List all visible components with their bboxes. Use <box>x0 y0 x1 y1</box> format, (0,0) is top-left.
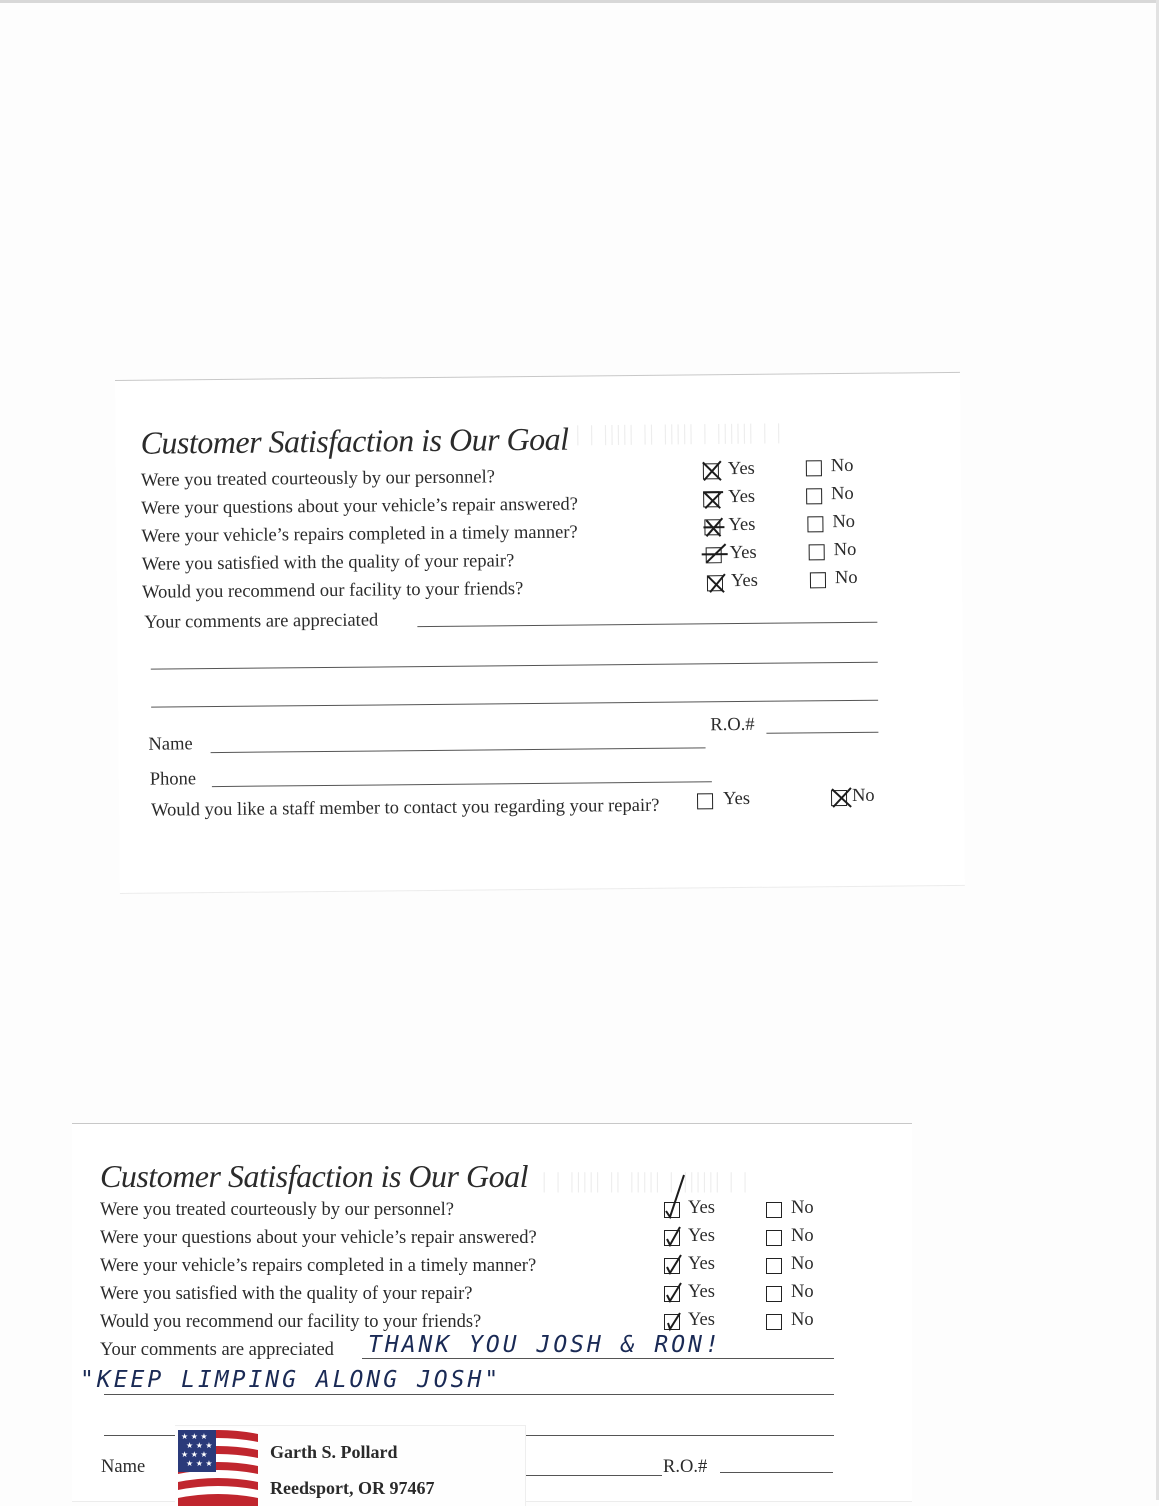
x-mark-icon <box>702 514 726 540</box>
question-quality: Were you satisfied with the quality of your repair? <box>100 1284 473 1304</box>
contact-yes-checkbox[interactable] <box>697 793 713 809</box>
yes-checkbox-q4[interactable] <box>664 1286 680 1302</box>
no-checkbox-q1[interactable] <box>806 460 822 476</box>
no-label-q3: No <box>791 1254 814 1274</box>
yes-label-q3: Yes <box>688 1254 715 1274</box>
no-label-q2: No <box>791 1226 814 1246</box>
x-mark-icon <box>701 486 725 512</box>
no-checkbox-q3[interactable] <box>807 516 823 532</box>
yes-checkbox-q1[interactable] <box>664 1202 680 1218</box>
yes-checkbox-q5[interactable] <box>664 1314 680 1330</box>
x-mark-icon <box>701 458 725 484</box>
comments-line-2[interactable] <box>104 1394 834 1395</box>
name-line[interactable] <box>525 1475 662 1476</box>
no-checkbox-q3[interactable] <box>766 1258 782 1274</box>
question-timely: Were your vehicle’s repairs completed in a timely manner? <box>100 1256 537 1276</box>
card-title: Customer Satisfaction is Our Goal <box>140 420 569 461</box>
yes-checkbox-q2[interactable] <box>703 491 719 507</box>
comments-line-3[interactable] <box>151 700 878 708</box>
yes-label-q4: Yes <box>688 1282 715 1302</box>
question-quality: Were you satisfied with the quality of your repair? <box>141 551 515 575</box>
question-answered: Were your questions about your vehicle’s repair answered? <box>141 494 579 519</box>
no-checkbox-q5[interactable] <box>810 572 826 588</box>
svg-text:★ ★ ★: ★ ★ ★ <box>181 1450 208 1459</box>
check-mark-icon <box>662 1197 686 1223</box>
no-label-q5: No <box>834 567 858 589</box>
ro-line[interactable] <box>766 732 878 734</box>
comments-line-2[interactable] <box>151 662 878 670</box>
sticker-name: Garth S. Pollard <box>270 1442 398 1462</box>
yes-label-q2: Yes <box>728 486 756 508</box>
comments-label: Your comments are appreciated <box>144 610 379 633</box>
comments-label: Your comments are appreciated <box>100 1340 334 1360</box>
comments-line-1[interactable] <box>362 1358 834 1359</box>
svg-text:★ ★ ★: ★ ★ ★ <box>181 1432 208 1441</box>
no-checkbox-q4[interactable] <box>766 1286 782 1302</box>
no-label-q2: No <box>831 483 854 505</box>
ro-line[interactable] <box>720 1472 833 1473</box>
x-mark-icon <box>705 570 729 596</box>
yes-label-q5: Yes <box>688 1310 715 1330</box>
yes-label-q4: Yes <box>729 542 757 564</box>
no-label-q5: No <box>791 1310 814 1330</box>
barcode-bleed: | | ||||| || ||||| | |||||| | | <box>575 418 783 446</box>
yes-label-q1: Yes <box>688 1198 715 1218</box>
name-label: Name <box>148 734 193 755</box>
yes-checkbox-q3[interactable] <box>664 1258 680 1274</box>
check-mark-icon <box>704 542 728 568</box>
contact-no-checkbox[interactable] <box>831 790 847 806</box>
no-label-q1: No <box>830 455 854 477</box>
question-recommend: Would you recommend our facility to your friends? <box>100 1312 482 1332</box>
yes-checkbox-q3[interactable] <box>704 519 720 535</box>
address-label-sticker <box>175 1425 526 1506</box>
survey-card-1 <box>115 372 965 894</box>
sticker-city: Reedsport, OR 97467 <box>270 1478 435 1498</box>
ro-label: R.O.# <box>710 714 755 736</box>
no-label-q4: No <box>791 1282 814 1302</box>
x-mark-icon <box>829 785 853 811</box>
yes-label-q3: Yes <box>728 514 756 536</box>
handwritten-comment-1: THANK YOU JOSH & RON! <box>368 1332 722 1358</box>
phone-label: Phone <box>149 769 197 790</box>
ro-label: R.O.# <box>663 1457 708 1477</box>
barcode-bleed: | | ||||| || ||||| | |||||| | | <box>542 1168 750 1193</box>
contact-no-label: No <box>851 785 875 806</box>
question-courteous: Were you treated courteously by our personnel? <box>100 1200 454 1220</box>
name-label: Name <box>101 1457 146 1477</box>
no-checkbox-q5[interactable] <box>766 1314 782 1330</box>
question-timely: Were your vehicle’s repairs completed in a timely manner? <box>141 522 578 547</box>
phone-line[interactable] <box>212 781 712 787</box>
handwritten-comment-2: "KEEP LIMPING ALONG JOSH" <box>80 1367 502 1393</box>
yes-checkbox-q5[interactable] <box>707 575 723 591</box>
name-line[interactable] <box>211 747 706 753</box>
question-courteous: Were you treated courteously by our personnel? <box>140 467 496 491</box>
yes-label-q2: Yes <box>688 1226 715 1246</box>
page-edge <box>0 0 1159 3</box>
check-mark-icon <box>662 1225 686 1251</box>
question-answered: Were your questions about your vehicle’s repair answered? <box>100 1228 537 1248</box>
no-checkbox-q2[interactable] <box>806 488 822 504</box>
american-flag-icon <box>178 1428 258 1506</box>
no-label-q3: No <box>832 511 856 533</box>
no-checkbox-q4[interactable] <box>809 544 825 560</box>
contact-question: Would you like a staff member to contact you regarding your repair? <box>151 795 660 821</box>
svg-text:★ ★ ★: ★ ★ ★ <box>186 1441 213 1450</box>
yes-label-q5: Yes <box>730 570 758 592</box>
yes-checkbox-q2[interactable] <box>664 1230 680 1246</box>
yes-label-q1: Yes <box>727 458 755 480</box>
question-recommend: Would you recommend our facility to your friends? <box>141 579 524 603</box>
card-title: Customer Satisfaction is Our Goal <box>100 1158 528 1194</box>
no-label-q1: No <box>791 1198 814 1218</box>
contact-yes-label: Yes <box>722 788 751 810</box>
yes-checkbox-q4[interactable] <box>706 547 722 563</box>
no-checkbox-q1[interactable] <box>766 1202 782 1218</box>
check-mark-icon <box>662 1281 686 1307</box>
yes-checkbox-q1[interactable] <box>703 463 719 479</box>
no-checkbox-q2[interactable] <box>766 1230 782 1246</box>
comments-line-1[interactable] <box>417 622 877 627</box>
check-mark-icon <box>662 1253 686 1279</box>
svg-text:★ ★ ★: ★ ★ ★ <box>186 1459 213 1468</box>
no-label-q4: No <box>833 539 857 561</box>
